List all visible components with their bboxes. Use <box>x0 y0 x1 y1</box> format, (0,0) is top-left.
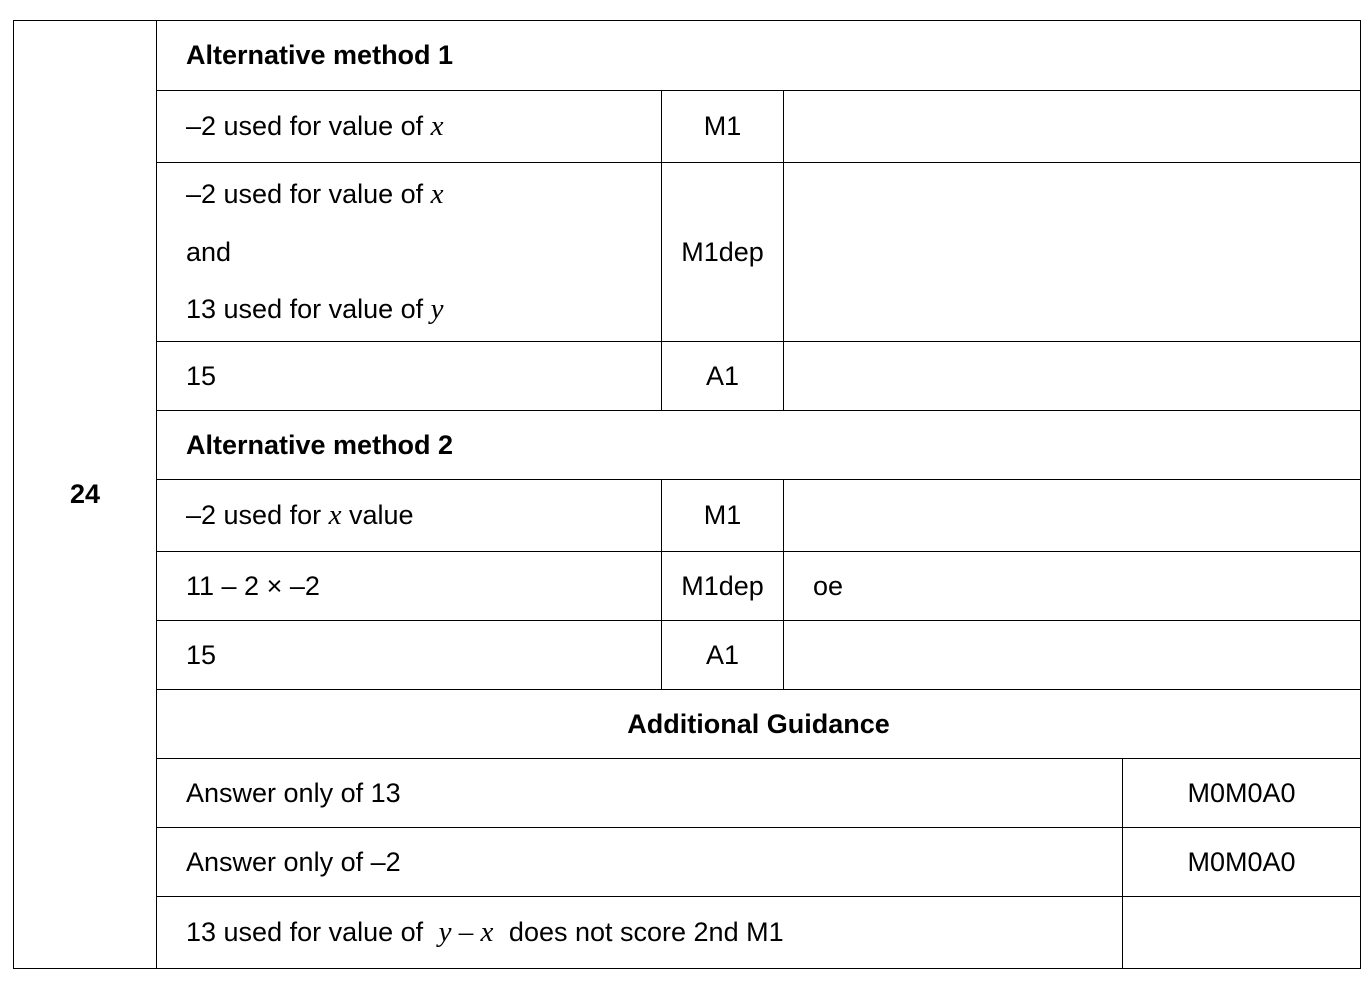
table-row <box>14 342 1361 411</box>
guidance-row <box>14 897 1361 969</box>
guidance-marks <box>1123 897 1361 969</box>
method-step: –2 used for value of x and 13 used for value of y <box>157 163 662 342</box>
question-number: 24 <box>14 21 157 969</box>
alt-method-1-header-row <box>14 21 1361 91</box>
alt-method-1-heading: Alternative method 1 <box>157 21 1361 91</box>
comment-cell <box>784 480 1361 552</box>
method-step: 15 <box>157 342 662 411</box>
table-row <box>14 552 1361 621</box>
mark-code: M1dep <box>662 163 784 342</box>
guidance-header-row <box>14 690 1361 759</box>
table-row <box>14 480 1361 552</box>
comment-cell: oe <box>784 552 1361 621</box>
mark-code: A1 <box>662 621 784 690</box>
guidance-marks: M0M0A0 <box>1123 828 1361 897</box>
mark-scheme-table <box>13 20 1361 969</box>
method-step: 11 – 2 × –2 <box>157 552 662 621</box>
mark-code: M1dep <box>662 552 784 621</box>
comment-cell <box>784 163 1361 342</box>
guidance-row <box>14 828 1361 897</box>
table-row <box>14 91 1361 163</box>
guidance-row <box>14 759 1361 828</box>
method-step: –2 used for x value <box>157 480 662 552</box>
alt-method-2-header-row <box>14 411 1361 480</box>
alt-method-2-heading: Alternative method 2 <box>157 411 1361 480</box>
guidance-marks: M0M0A0 <box>1123 759 1361 828</box>
mark-code: A1 <box>662 342 784 411</box>
guidance-text: Answer only of –2 <box>157 828 1123 897</box>
table-row <box>14 163 1361 342</box>
comment-cell <box>784 621 1361 690</box>
comment-cell <box>784 342 1361 411</box>
comment-cell <box>784 91 1361 163</box>
table-row <box>14 621 1361 690</box>
guidance-text: 13 used for value of y – x does not score 2nd M1 <box>157 897 1123 969</box>
method-step: 15 <box>157 621 662 690</box>
mark-code: M1 <box>662 480 784 552</box>
additional-guidance-heading: Additional Guidance <box>157 690 1361 759</box>
mark-code: M1 <box>662 91 784 163</box>
method-step: –2 used for value of x <box>157 91 662 163</box>
guidance-text: Answer only of 13 <box>157 759 1123 828</box>
